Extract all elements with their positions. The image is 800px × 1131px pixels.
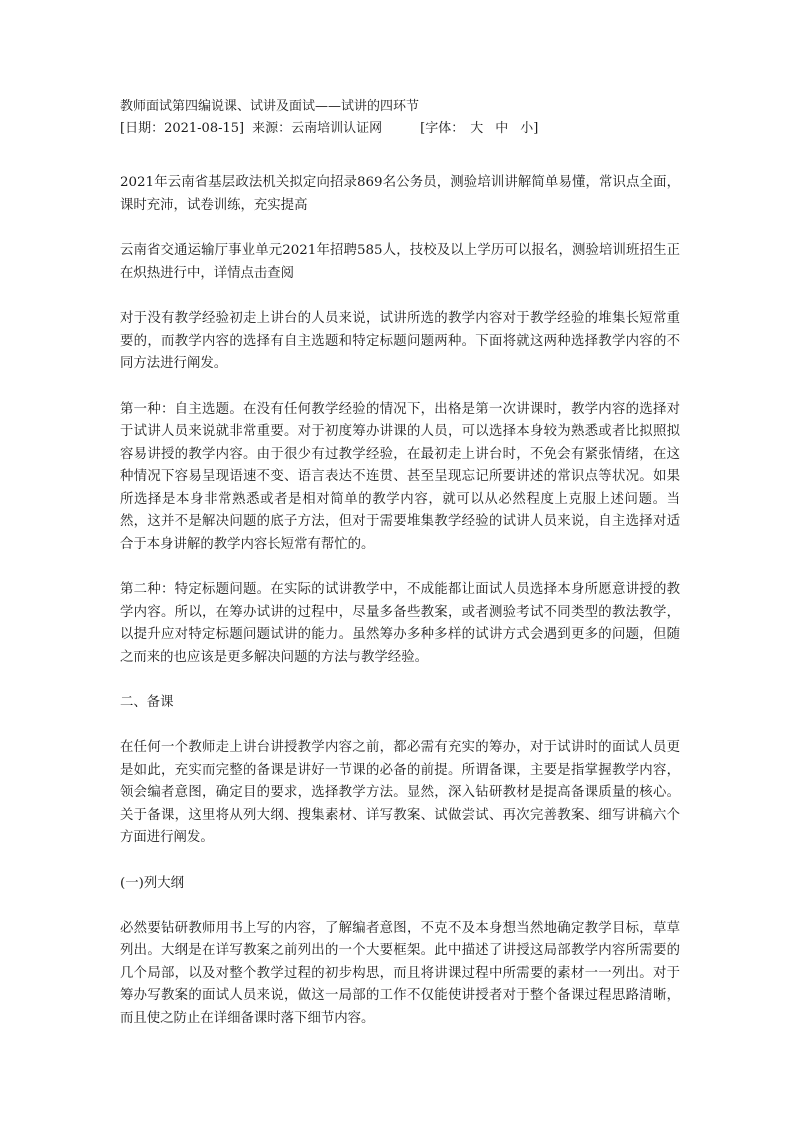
section-heading-lesson-prep: 二、备课: [120, 695, 174, 710]
font-size-large-link[interactable]: 大: [470, 121, 484, 136]
second-method-paragraph: 第二种：特定标题问题。在实际的试讲教学中，不成能都让面试人员选择本身所愿意讲授的教学内容。所以，在筹办试讲的过程中，尽量多备些教案，或者测验考试不同类型的教法教学，以提升应对特定标题问题试讲的能力。虽然筹办多种多样的试讲方式会遇到更多的问题，但随之而来的也应该是更多解决问题的方法与教学经验。: [120, 582, 680, 665]
outline-paragraph: 必然要钻研教师用书上写的内容，了解编者意图，不克不及本身想当然地确定教学目标，草草列出。大纲是在详写教案之前列出的一个大要框架。此中描述了讲授这局部教学内容所需要的几个局部，以及对整个教学过程的初步构思，而且将讲课过程中所需要的素材一一列出。对于筹办写教案的面试人员来说，做这一局部的工作不仅能使讲授者对于整个备课过程思路清晰，而且使之防止在详细备课时落下细节内容。: [120, 920, 680, 1026]
article-title: 教师面试第四编说课、试讲及面试——试讲的四环节: [120, 99, 420, 114]
article-meta: [120, 118, 680, 140]
article-source: 来源：云南培训认证网: [252, 121, 383, 136]
document-page: [120, 96, 680, 1030]
intro-paragraph: 对于没有教学经验初走上讲台的人员来说，试讲所选的教学内容对于教学经验的堆集长短常重要的，而教学内容的选择有自主选题和特定标题问题两种。下面将就这两种选择教学内容的不同方法进行阐发。: [120, 311, 680, 371]
lesson-prep-paragraph: 在任何一个教师走上讲台讲授教学内容之前，都必需有充实的筹办，对于试讲时的面试人员更是如此，充实而完整的备课是讲好一节课的必备的前提。所谓备课，主要是指掌握教学内容，领会编者意图，确定目的要求，选择教学方法。显然，深入钻研教材是提高备课质量的核心。关于备课，这里将从列大纲、搜集素材、详写教案、试做尝试、再次完善教案、细写讲稿六个方面进行阐发。: [120, 740, 680, 845]
font-size-medium-link[interactable]: 中: [495, 121, 509, 136]
ad-paragraph-civil-service[interactable]: 2021年云南省基层政法机关拟定向招录869名公务员，测验培训讲解简单易懂，常识点全面，课时充沛，试卷训练，充实提高: [120, 175, 680, 213]
ad-paragraph-transport-dept[interactable]: 云南省交通运输厅事业单元2021年招聘585人，技校及以上学历可以报名，测验培训班招生正在炽热进行中，详情点击查阅: [120, 243, 680, 281]
first-method-paragraph: 第一种：自主选题。在没有任何教学经验的情况下，出格是第一次讲课时，教学内容的选择对于试讲人员来说就非常重要。对于初度筹办讲课的人员，可以选择本身较为熟悉或者比拟照拟容易讲授的教学内容。由于很少有过教学经验，在最初走上讲台时，不免会有紧张情绪，在这种情况下容易呈现语速不变、语言表达不连贯、甚至呈现忘记所要讲述的常识点等状况。如果所选择是本身非常熟悉或者是相对简单的教学内容，就可以从必然程度上克服上述问题。当然，这并不是解决问题的底子方法，但对于需要堆集教学经验的试讲人员来说，自主选择对适合于本身讲解的教学内容长短常有帮忙的。: [120, 401, 680, 552]
article-date: [日期：2021-08-15]: [120, 121, 245, 136]
subheading-outline: (一)列大纲: [120, 875, 185, 891]
font-size-label: [字体：: [420, 121, 465, 136]
font-size-small-link[interactable]: 小]: [520, 121, 539, 136]
